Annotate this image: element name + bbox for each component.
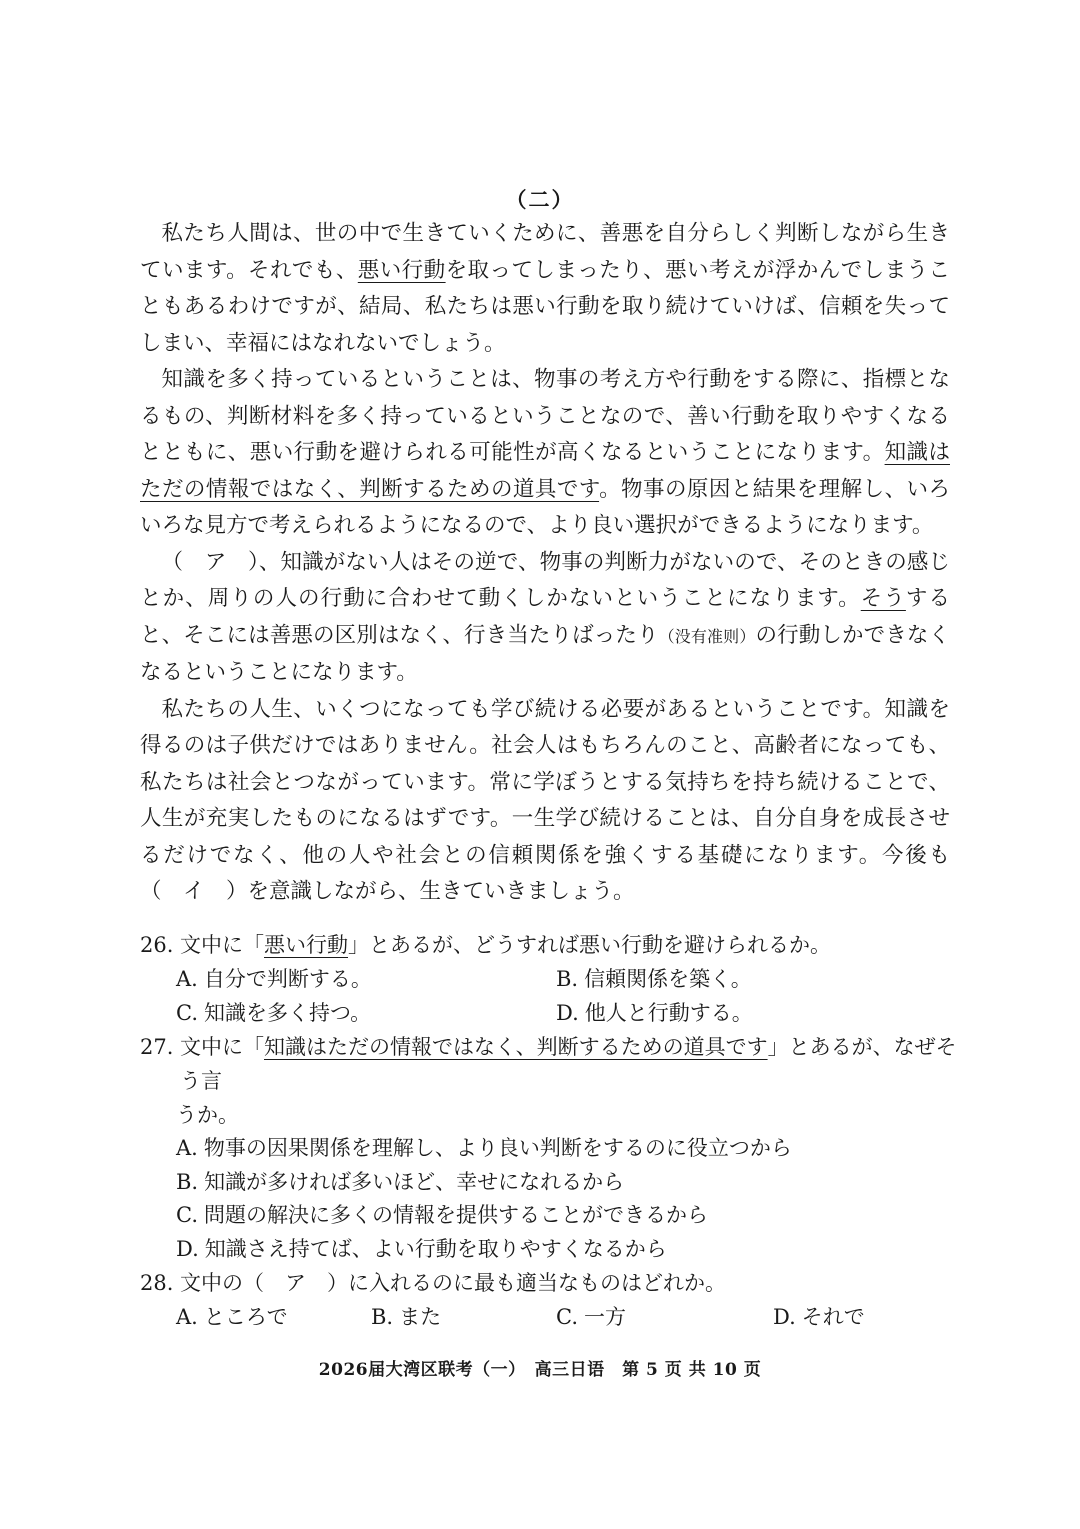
paragraph-text: すると、そこには善悪の区別はなく、行き当たりばったり: [140, 586, 950, 648]
question-text: [180, 1030, 960, 1098]
options: [140, 1300, 960, 1334]
question-text: [180, 1266, 960, 1300]
paragraph-text: を意識しながら、生きていきましょう。: [247, 879, 635, 904]
option-text: 一方: [584, 1305, 626, 1329]
question-stem: [140, 928, 960, 962]
question-stem: [140, 1266, 960, 1300]
stem-text: 文中に「: [180, 1035, 264, 1059]
stem-text: 」とあるが、どうすれば悪い行動を避けられるか。: [348, 933, 831, 957]
blank-a: （ ア ）: [243, 1271, 348, 1295]
paragraph-3: [140, 545, 950, 692]
option-letter: C.: [176, 1001, 198, 1025]
question-text: [180, 928, 960, 962]
option-text: 自分で判断する。: [203, 967, 372, 991]
option-letter: A.: [176, 1305, 198, 1329]
paragraph-2: [140, 362, 950, 545]
option-letter: C.: [176, 1203, 198, 1227]
chinese-note: （没有准则）: [658, 626, 756, 646]
option-letter: A.: [176, 967, 198, 991]
stem-text: に入れるのに最も適当なものはどれか。: [348, 1271, 726, 1295]
stem-continuation: うか。: [176, 1103, 239, 1127]
paragraph-text: 私たちの人生、いくつになっても学び続ける必要があるということです。知識を得るのは子供だけではありません。社会人はもちろんのこと、高齢者になっても、私たちは社会とつながっています。常に学ぼうとする気持ちを持ち続けることで、人生が充実したものになるはずです。一生学び続けることは、自分自身を成長させるだけでなく、他の人や社会との信頼関係を強くする基礎になります。今後も: [140, 696, 950, 868]
option-text: 信頼関係を築く。: [584, 967, 752, 991]
stem-text: 文中の: [180, 1271, 243, 1295]
paragraph-4: [140, 692, 950, 911]
paragraph-text: 、知識がない人はその逆で、物事の判断力がないので、そのときの感じとか、周りの人の行動に合わせて動くしかないということになります。: [140, 549, 950, 611]
underlined-phrase: 悪い行動: [357, 257, 446, 283]
option-a[interactable]: [176, 962, 556, 996]
option-b[interactable]: [556, 962, 936, 996]
question-number: 28.: [140, 1271, 174, 1295]
options: [140, 962, 960, 1030]
option-b[interactable]: [371, 1300, 556, 1334]
underlined-phrase: そう: [860, 586, 906, 611]
question-26: [140, 928, 960, 1030]
section-title: （二）: [505, 187, 575, 212]
option-letter: B.: [176, 1169, 199, 1194]
question-number: 27.: [140, 1035, 174, 1059]
underlined-phrase: 悪い行動: [264, 933, 348, 957]
stem-text: 文中に「: [180, 933, 264, 957]
option-letter: D.: [773, 1305, 796, 1329]
option-text: それで: [801, 1305, 865, 1329]
reading-passage: [140, 216, 950, 911]
paragraph-text: 知識を多く持っているということは、物事の考え方や行動をする際に、指標となるもの、判断材料を多く持っているということなので、善い行動を取りやすくなるとともに、悪い行動を避けられる可能性が高くなるということになります。: [140, 367, 950, 465]
blank-i: （ イ ）: [140, 879, 248, 904]
paragraph-text: 。物事の原因と結果を理解し、いろいろな見方で考えられるようになるので、より良い選択ができるようになります。: [140, 476, 950, 538]
blank-a: （ ア ）: [161, 549, 259, 575]
paragraph-text: 私たち人間は、世の中で生きていくために、善悪を自分らしく判断しながら生きています。それでも、: [140, 221, 950, 283]
option-letter: D.: [556, 1001, 579, 1025]
underlined-phrase: 知識はただの情報ではなく、判断するための道具です: [140, 440, 950, 502]
option-letter: B.: [371, 1305, 394, 1329]
underlined-phrase: 知識はただの情報ではなく、判断するための道具です: [264, 1035, 768, 1059]
paragraph-text: を取ってしまったり、悪い考えが浮かんでしまうこともあるわけですが、結局、私たちは悪い行動を取り続けていけば、信頼を失ってしまい、幸福にはなれないでしょう。: [140, 257, 950, 356]
paragraph-1: [140, 216, 950, 362]
option-text: また: [399, 1305, 442, 1329]
question-27: [140, 1030, 960, 1266]
option-text: 知識さえ持てば、よい行動を取りやすくなるから: [204, 1236, 667, 1261]
question-number: 26.: [140, 933, 174, 957]
option-text: 知識を多く持つ。: [204, 1001, 372, 1025]
stem-text: 」とあるが、なぜそう言: [180, 1035, 957, 1093]
option-a[interactable]: [176, 1300, 371, 1334]
options: [140, 1132, 960, 1266]
paragraph-text: の行動しかできなくなるということになります。: [140, 622, 950, 685]
option-text: 物事の因果関係を理解し、より良い判断をするのに役立つから: [203, 1136, 792, 1160]
option-c[interactable]: [176, 1199, 960, 1233]
option-c[interactable]: [556, 1300, 773, 1334]
page-footer: 2026届大湾区联考（一） 高三日语 第 5 页 共 10 页: [318, 1360, 762, 1380]
option-d[interactable]: [176, 1233, 960, 1267]
question-28: [140, 1266, 960, 1334]
option-letter: A.: [176, 1136, 198, 1160]
option-d[interactable]: [556, 996, 936, 1030]
option-letter: B.: [556, 967, 579, 991]
option-letter: C.: [556, 1305, 578, 1329]
option-text: 問題の解決に多くの情報を提供することができるから: [204, 1203, 708, 1227]
option-d[interactable]: [773, 1300, 973, 1334]
option-a[interactable]: [176, 1132, 960, 1166]
question-list: [140, 928, 960, 1334]
option-text: 他人と行動する。: [584, 1001, 753, 1025]
option-c[interactable]: [176, 996, 556, 1030]
option-text: 知識が多ければ多いほど、幸せになれるから: [204, 1169, 625, 1194]
option-b[interactable]: [176, 1166, 960, 1200]
question-stem: [140, 1030, 960, 1098]
option-text: ところで: [203, 1305, 288, 1329]
option-letter: D.: [176, 1236, 199, 1261]
